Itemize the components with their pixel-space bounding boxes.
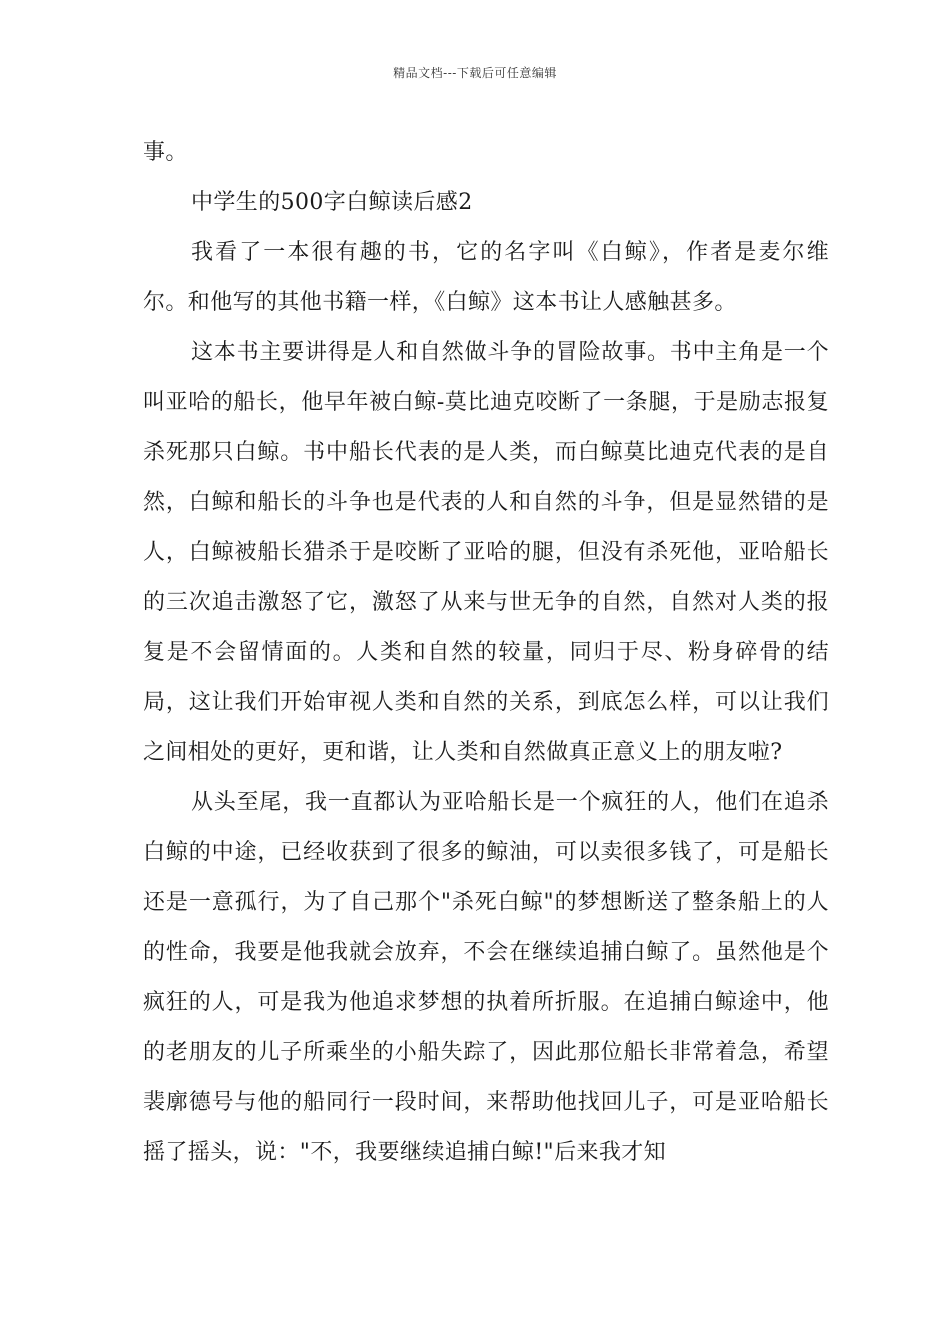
paragraph-continuation: 事。	[143, 140, 188, 165]
page-header: 精品文档---下载后可任意编辑	[393, 66, 557, 80]
paragraph: 我看了一本很有趣的书，它的名字叫《白鲸》，作者是麦尔维尔。和他写的其他书籍一样，《白鲸》这本书让人感触甚多。	[143, 240, 829, 315]
document-body	[143, 128, 829, 1178]
paragraph: 这本书主要讲得是人和自然做斗争的冒险故事。书中主角是一个叫亚哈的船长，他早年被白鲸-莫比迪克咬断了一条腿，于是励志报复杀死那只白鲸。书中船长代表的是人类，而白鲸莫比迪克代表的是自然，白鲸和船长的斗争也是代表的人和自然的斗争，但是显然错的是人，白鲸被船长猎杀于是咬断了亚哈的腿，但没有杀死他，亚哈船长的三次追击激怒了它，激怒了从来与世无争的自然，自然对人类的报复是不会留情面的。人类和自然的较量，同归于尽、粉身碎骨的结局，这让我们开始审视人类和自然的关系，到底怎么样，可以让我们之间相处的更好，更和谐，让人类和自然做真正意义上的朋友啦?	[143, 340, 829, 765]
paragraph: 从头至尾，我一直都认为亚哈船长是一个疯狂的人，他们在追杀白鲸的中途，已经收获到了很多的鲸油，可以卖很多钱了，可是船长还是一意孤行，为了自己那个"杀死白鲸"的梦想断送了整条船上的人的性命，我要是他我就会放弃，不会在继续追捕白鲸了。虽然他是个疯狂的人，可是我为他追求梦想的执着所折服。在追捕白鲸途中，他的老朋友的儿子所乘坐的小船失踪了，因此那位船长非常着急，希望裴廓德号与他的船同行一段时间，来帮助他找回儿子，可是亚哈船长摇了摇头，说："不，我要继续追捕白鲸!"后来我才知	[143, 790, 829, 1165]
section-title: 中学生的500字白鲸读后感2	[191, 190, 473, 215]
